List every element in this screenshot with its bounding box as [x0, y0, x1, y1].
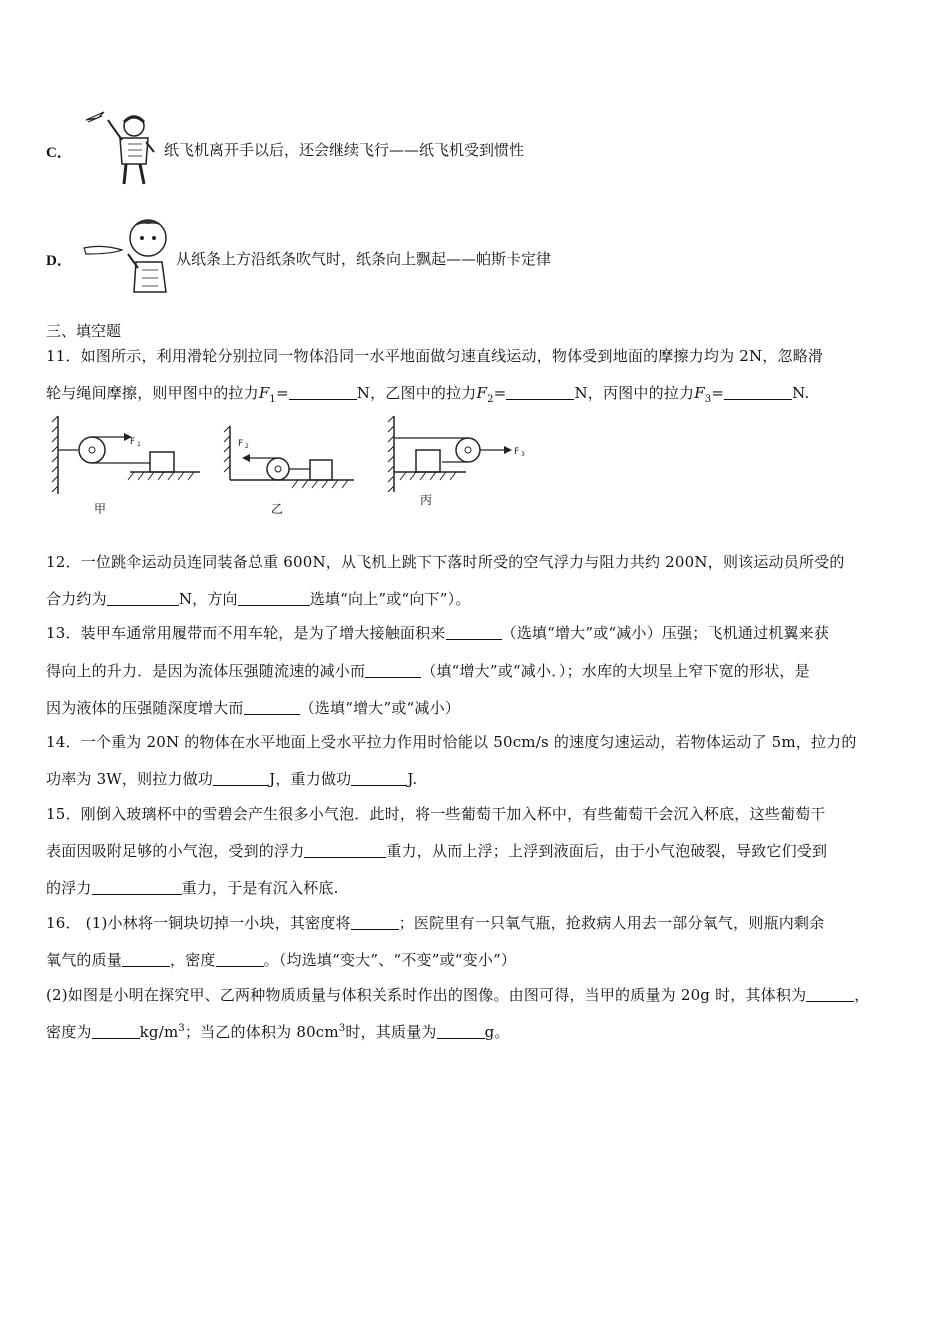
q14-blank-pull-work[interactable]	[213, 771, 269, 786]
q11-line2: 轮与绳间摩擦，则甲图中的拉力$F_1= N$，乙图中的拉力$F_2= N$，丙图中的拉力$F_3= N$.	[46, 384, 810, 405]
q16-blank-density-change[interactable]	[351, 915, 399, 930]
label-f3-sub: 3	[521, 451, 525, 458]
q16-blank-mass-value[interactable]	[437, 1024, 485, 1039]
q13-line1: 13．装甲车通常用履带而不用车轮，是为了增大接触面积来 （选填“增大”或“减小）压强；飞机通过机翼来获	[46, 624, 830, 642]
q13-blank-1[interactable]	[446, 625, 502, 640]
q13-line3: 因为液体的压强随深度增大而 （选填“增大”或“减小）	[46, 699, 461, 717]
q16-line4: 密度为 $kg/m^3$；当乙的体积为 $80cm^3$时，其质量为 g。	[46, 1023, 510, 1041]
option-d-letter: D．	[46, 253, 72, 269]
q15-blank-2[interactable]	[92, 880, 182, 895]
q16-blank-volume[interactable]	[806, 987, 854, 1002]
q12-line2: 合力约为 N，方向 选填“向上”或“向下”）。	[46, 590, 471, 608]
q12-blank-direction[interactable]	[238, 591, 310, 606]
q12-line1: 12．一位跳伞运动员连同装备总重 600N，从飞机上跳下下落时所受的空气浮力与阻力共约 200N，则该运动员所受的	[46, 553, 845, 571]
q12-blank-force[interactable]	[107, 591, 179, 606]
q16-blank-density[interactable]	[216, 952, 264, 967]
label-f1-sub: 1	[137, 441, 141, 448]
q15-blank-1[interactable]	[304, 843, 386, 858]
q15-line2: 表面因吸附足够的小气泡，受到的浮力 重力，从而上浮；上浮到液面后，由于小气泡破裂，导致它们受到	[46, 842, 828, 860]
section-title: 三、填空题	[46, 322, 122, 340]
q16-line3: (2)如图是小明在探究甲、乙两种物质质量与体积关系时作出的图像。由图可得，当甲的质量为 20g 时，其体积为 ，	[46, 986, 870, 1004]
q11-blank-f3[interactable]	[724, 385, 792, 400]
option-c-letter: C．	[46, 145, 72, 161]
q11-line1: 11．如图所示，利用滑轮分别拉同一物体沿同一水平地面做匀速直线运动，物体受到地面的摩擦力均为 2N，忽略滑	[46, 347, 824, 365]
q13-blank-3[interactable]	[244, 700, 300, 715]
label-f1: F	[130, 437, 136, 447]
q15-line3: 的浮力 重力，于是有沉入杯底.	[46, 879, 339, 897]
q14-line1: 14．一个重为 20N 的物体在水平地面上受水平拉力作用时恰能以 50cm/s 的速度匀速运动，若物体运动了 5m，拉力的	[46, 733, 857, 751]
option-d-text: 从纸条上方沿纸条吹气时，纸条向上飘起——帕斯卡定律	[176, 250, 552, 268]
q13-line2: 得向上的升力．是因为流体压强随流速的减小而 （填“增大”或“减小．）；水库的大坝呈上窄下宽的形状，是	[46, 662, 810, 680]
label-f3: F	[514, 447, 520, 457]
q16-line1: 16． (1)小林将一铜块切掉一小块，其密度将 ；医院里有一只氧气瓶，抢救病人用去一部分氧气，则瓶内剩余	[46, 914, 825, 932]
q15-line1: 15．刚倒入玻璃杯中的雪碧会产生很多小气泡．此时，将一些葡萄干加入杯中，有些葡萄干会沉入杯底，这些葡萄干	[46, 805, 826, 823]
label-f2: F	[238, 439, 244, 449]
q11-blank-f1[interactable]	[289, 385, 357, 400]
pulley-figure-jia	[50, 414, 210, 499]
option-c-text: 纸飞机离开手以后，还会继续飞行——纸飞机受到惯性	[164, 141, 525, 159]
q13-blank-2[interactable]	[365, 663, 421, 678]
q14-blank-gravity-work[interactable]	[351, 771, 407, 786]
label-f2-sub: 2	[245, 443, 249, 450]
figure-label-yi: 乙	[271, 502, 284, 516]
q14-line2: 功率为 3W，则拉力做功 J，重力做功 J.	[46, 770, 418, 788]
boy-blowing-paper-strip-illustration	[82, 210, 178, 296]
pulley-figure-yi	[222, 424, 362, 499]
figure-label-bing: 丙	[420, 493, 433, 507]
q16-line2: 氧气的质量 ，密度 。（均选填“变大”、“不变”或“变小”）	[46, 951, 517, 969]
q16-blank-mass[interactable]	[122, 952, 170, 967]
q11-blank-f2[interactable]	[506, 385, 574, 400]
q16-blank-density-value[interactable]	[92, 1024, 140, 1039]
figure-label-jia: 甲	[94, 502, 107, 516]
boy-throwing-paper-plane-illustration	[82, 104, 166, 188]
pulley-figure-bing	[386, 414, 546, 494]
